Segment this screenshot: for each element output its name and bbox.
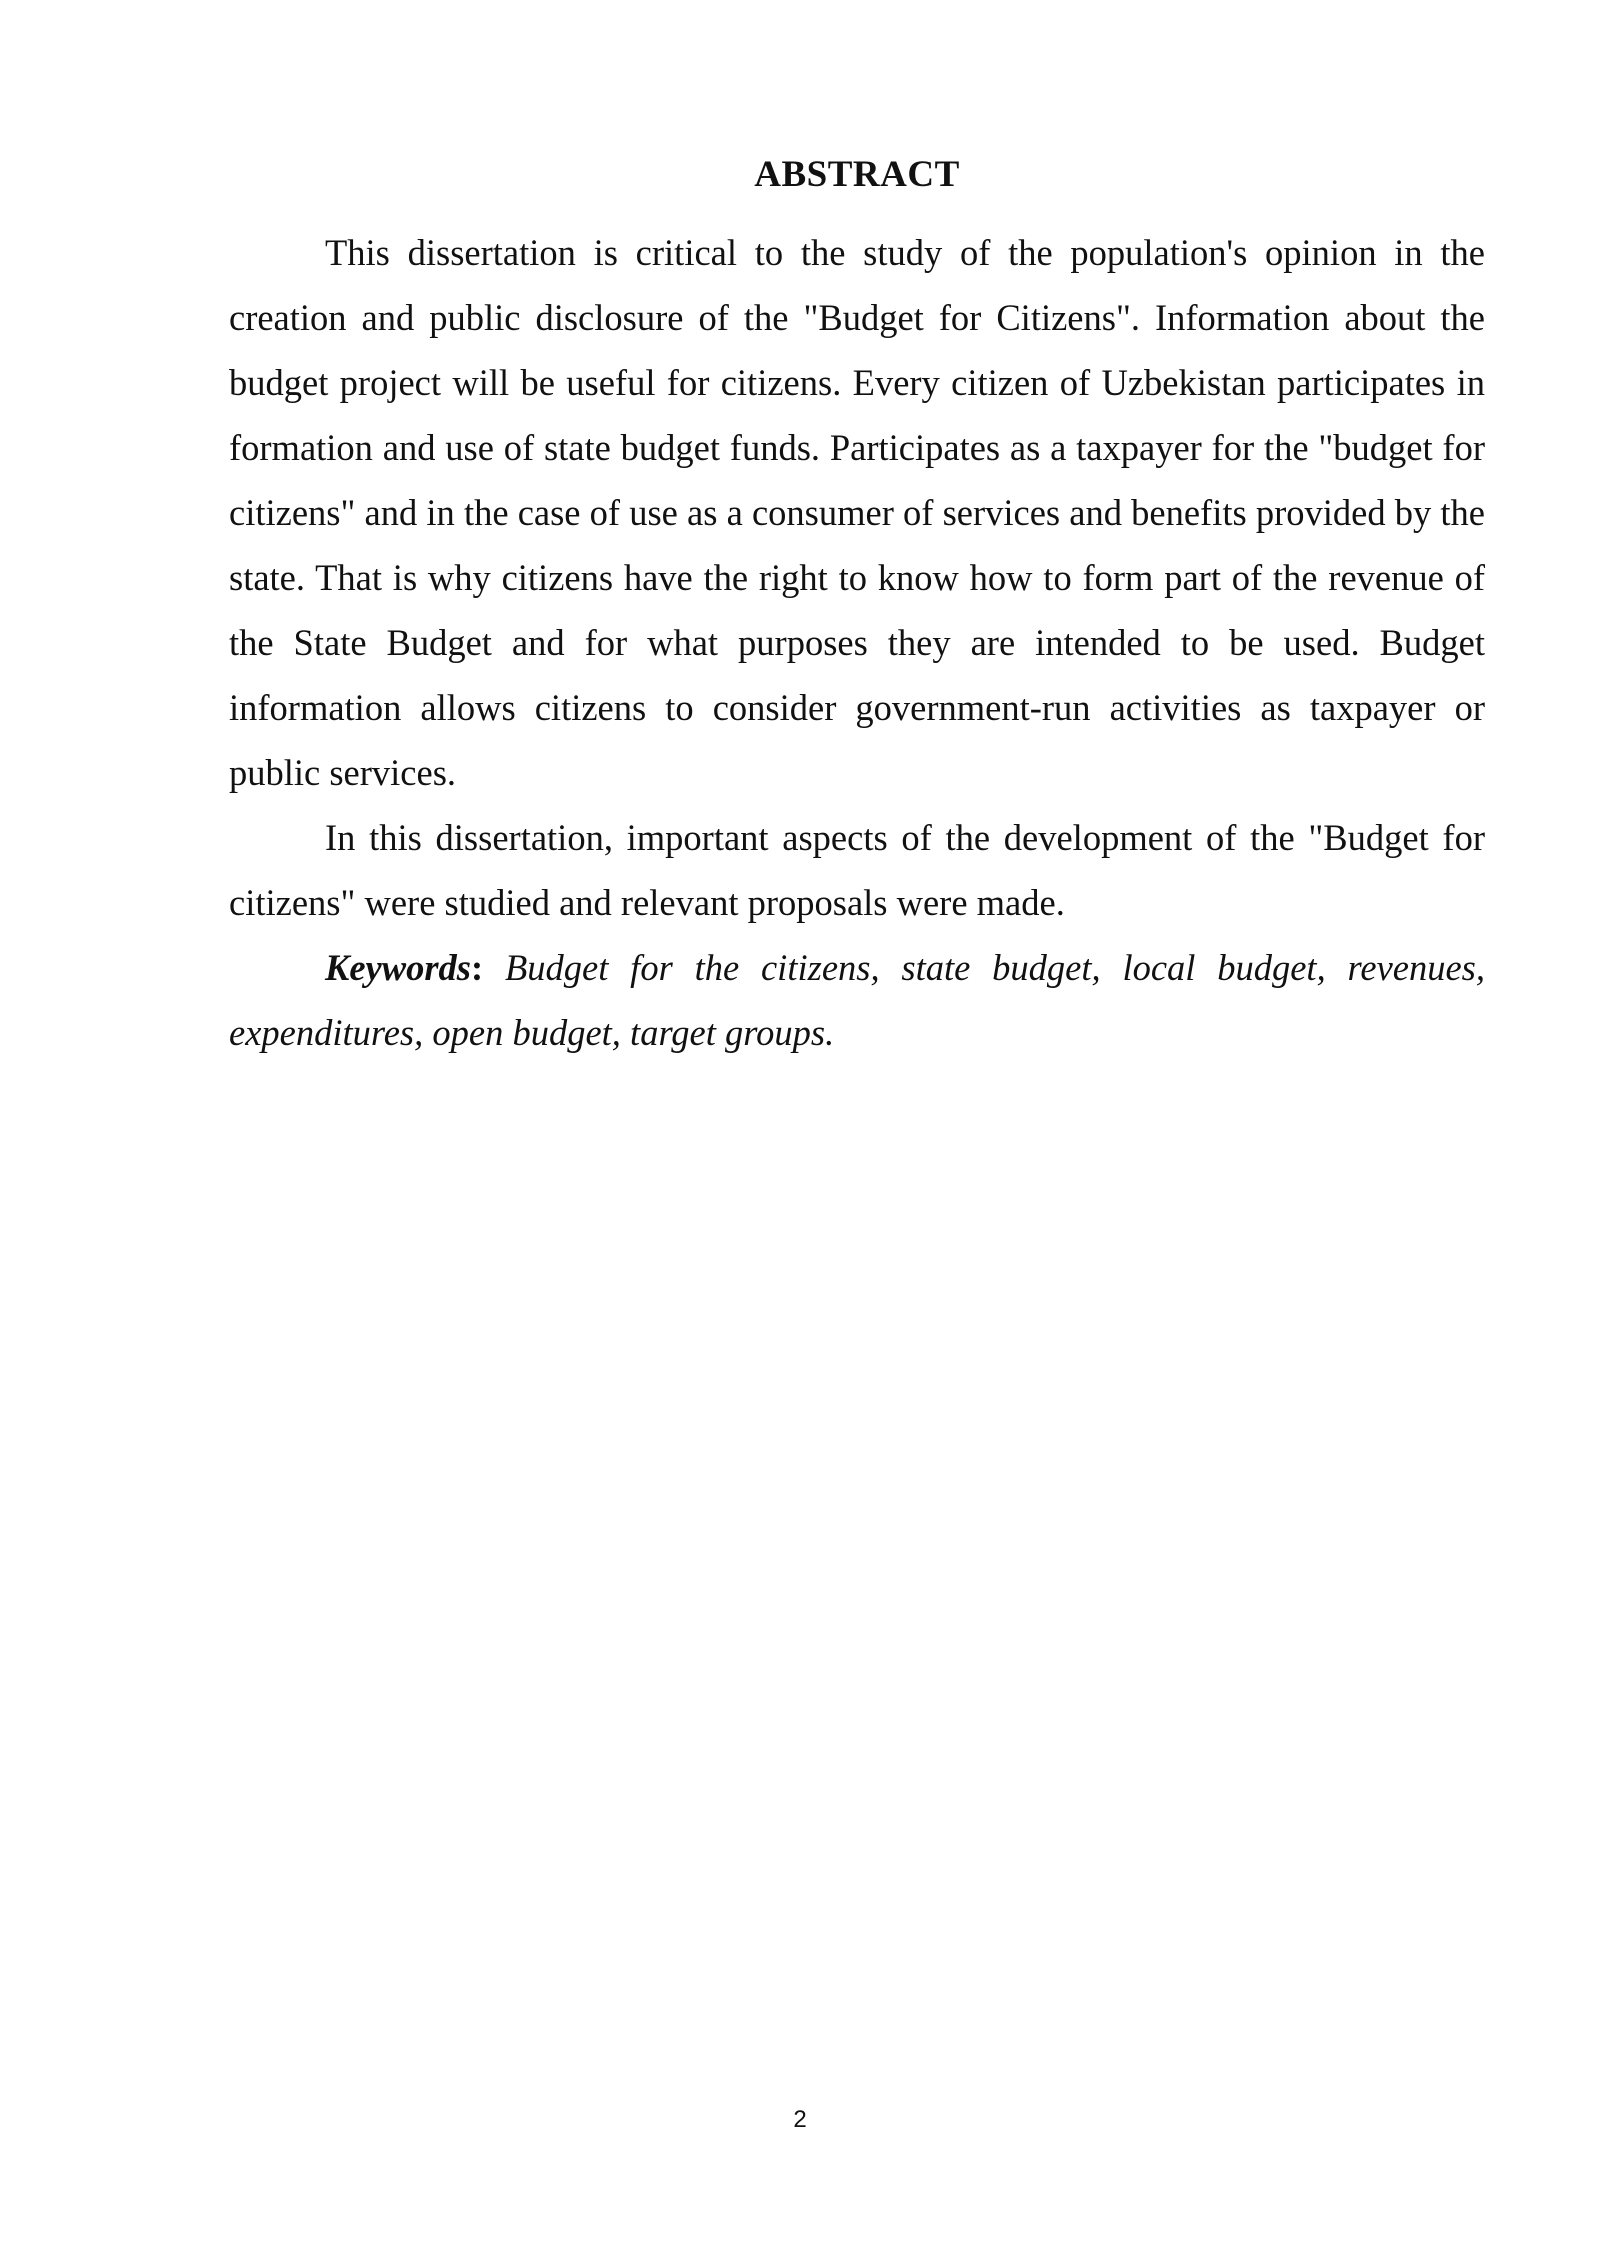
keywords-list: Budget for the citizens, state budget, local budget, revenues, expenditures, open budget, target groups. — [229, 947, 1485, 1053]
keywords-paragraph — [229, 935, 1485, 1065]
abstract-paragraph-1: This dissertation is critical to the study of the population's opinion in the creation and public disclosure of the "Budget for Citizens". Information about the budget project will be useful for citizens. Every citizen of Uzbekistan participates in formation and use of state budget funds. Participates as a taxpayer for the "budget for citizens" and in the case of use as a consumer of services and benefits provided by the state. That is why citizens have the right to know how to form part of the revenue of the State Budget and for what purposes they are intended to be used. Budget information allows citizens to consider government-run activities as taxpayer or public services. — [229, 232, 1485, 793]
keywords-colon: : — [471, 947, 484, 988]
page-content — [229, 150, 1485, 1065]
page-number: 2 — [793, 2106, 807, 2133]
keywords-label: Keywords — [325, 947, 471, 988]
abstract-heading: ABSTRACT — [754, 154, 960, 195]
abstract-paragraph-2: In this dissertation, important aspects of the development of the "Budget for citizens" were studied and relevant proposals were made. — [229, 817, 1485, 923]
